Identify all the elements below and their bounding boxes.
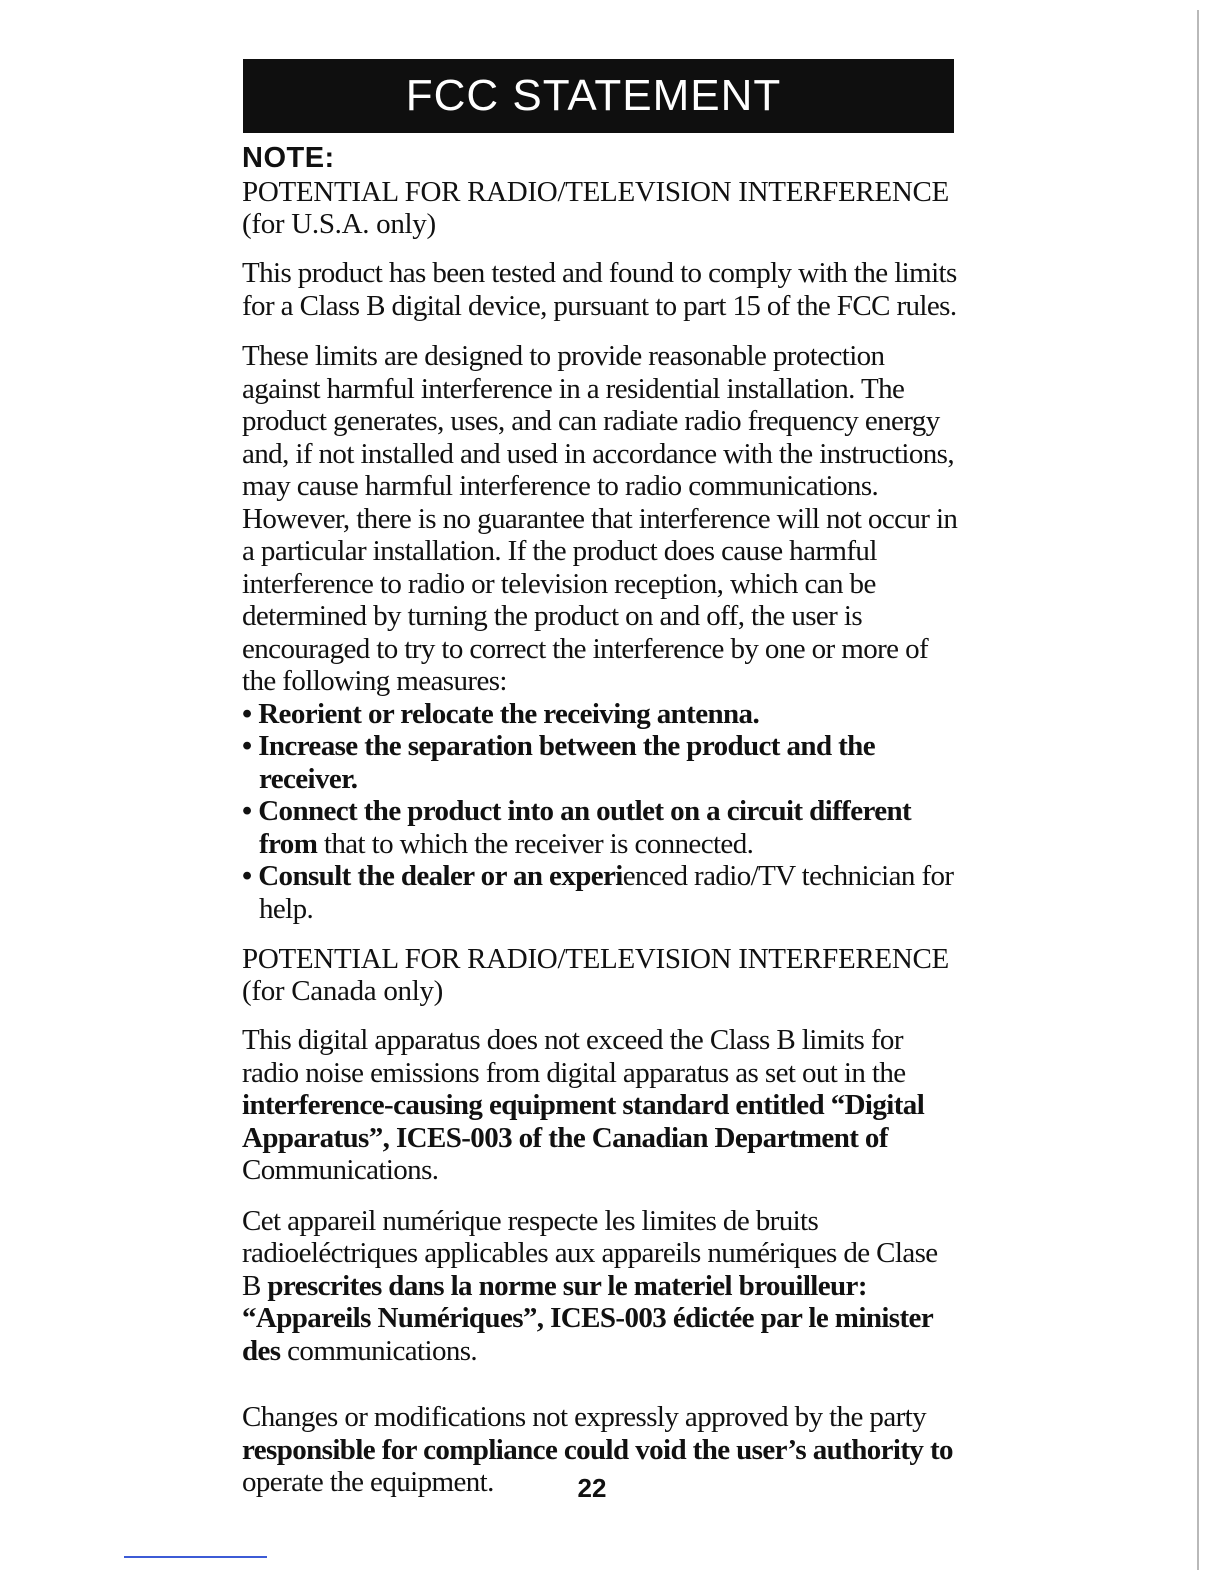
usa-heading-line1: POTENTIAL FOR RADIO/TELEVISION INTERFERENCE: [242, 176, 949, 208]
scan-edge-divider: [1197, 10, 1199, 1570]
list-item: • Consult the dealer or an experienced radio/TV technician for help.: [242, 860, 954, 925]
page-number: 22: [577, 1473, 607, 1503]
canada-heading-line1: POTENTIAL FOR RADIO/TELEVISION INTERFERENCE: [242, 943, 949, 975]
modifications-warning-paragraph: Changes or modifications not expressly approved by the party responsible for compliance could void the user’s authority to operate the equipment.: [242, 1401, 953, 1498]
canada-heading-line2: (for Canada only): [242, 975, 444, 1007]
canada-heading: [242, 943, 960, 1007]
usa-compliance-paragraph: This product has been tested and found to comply with the limits for a Class B digital device, pursuant to part 15 of the FCC rules.: [242, 257, 957, 322]
canada-english-paragraph: This digital apparatus does not exceed the Class B limits for radio noise emissions from digital apparatus as set out in the interference-causing equipment standard entitled “Digital Apparatus”, ICES-003 of the Canadian Department of Communications.: [242, 1024, 925, 1186]
list-item: • Reorient or relocate the receiving antenna.: [242, 697, 760, 730]
fcc-statement-body: [242, 140, 960, 1499]
usa-heading-line2: (for U.S.A. only): [242, 208, 436, 240]
list-item: • Connect the product into an outlet on a circuit different from that to which the receiver is connected.: [242, 795, 912, 860]
usa-heading: [242, 176, 960, 240]
page-title: FCC STATEMENT: [243, 59, 954, 133]
scan-artifact-line: [124, 1556, 267, 1558]
canada-french-paragraph: Cet appareil numérique respecte les limites de bruits radioeléctriques applicables aux appareils numériques de Clase B prescrites dans la norme sur le materiel brouilleur: “Appareils Numériques”, ICES-003 édictée par le minister des communications.: [242, 1204, 938, 1367]
note-label: NOTE:: [242, 142, 335, 174]
list-item: • Increase the separation between the product and the receiver.: [242, 730, 875, 795]
usa-limits-paragraph: These limits are designed to provide reasonable protection against harmful interference in a residential installation. The product generates, uses, and can radiate radio frequency energy and, if not installed and used in accordance with the instructions, may cause harmful interference to radio communications. However, there is no guarantee that interference will not occur in a particular installation. If the product does cause harmful interference to radio or television reception, which can be determined by turning the product on and off, the user is encouraged to try to correct the interference by one or more of the following measures:: [242, 340, 958, 697]
measures-list: [242, 698, 960, 926]
